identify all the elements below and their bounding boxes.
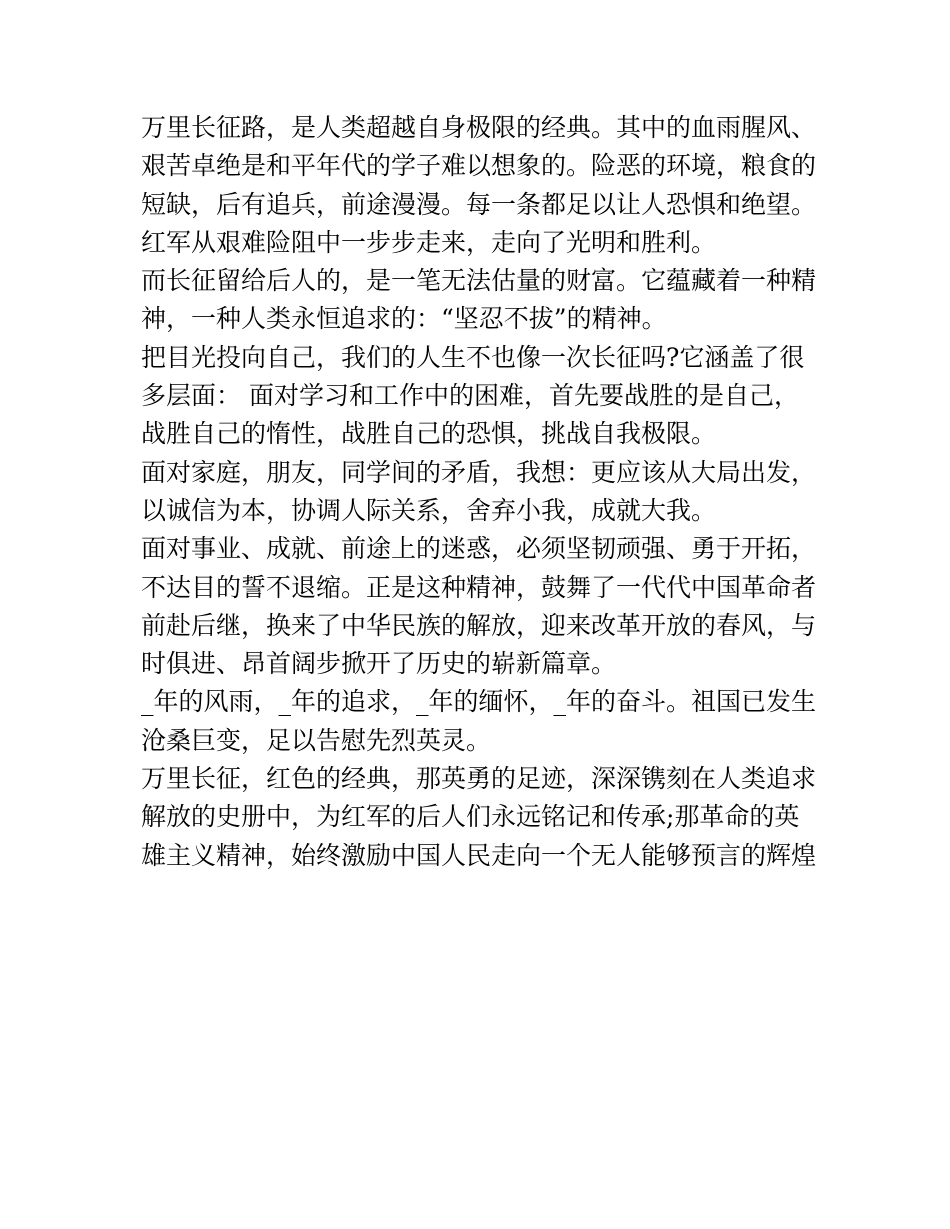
text-line: 解放的史册中，为红军的后人们永远铭记和传承;那革命的英: [141, 802, 800, 832]
text-line: 把目光投向自己，我们的人生不也像一次长征吗?它涵盖了很: [141, 342, 805, 372]
body-text: [141, 109, 821, 875]
text-line: 战胜自己的惰性，战胜自己的恐惧，挑战自我极限。: [141, 419, 717, 449]
text-line: 雄主义精神，始终激励中国人民走向一个无人能够预言的辉煌: [141, 840, 817, 870]
text-line: 面对家庭，朋友，同学间的矛盾，我想：更应该从大局出发，: [141, 457, 817, 487]
text-line: 多层面： 面对学习和工作中的困难，首先要战胜的是自己，: [141, 381, 799, 411]
text-line: 而长征留给后人的，是一笔无法估量的财富。它蕴藏着一种精: [141, 266, 817, 296]
text-line: 沧桑巨变，足以告慰先烈英灵。: [141, 725, 492, 755]
text-line: _年的风雨，_年的追求，_年的缅怀，_年的奋斗。祖国已发生: [141, 687, 817, 717]
text-line: 红军从艰难险阻中一步步走来，走向了光明和胜利。: [141, 227, 717, 257]
text-line: 时俱进、昂首阔步掀开了历史的崭新篇章。: [141, 649, 617, 679]
text-line: 万里长征，红色的经典，那英勇的足迹，深深镌刻在人类追求: [141, 764, 817, 794]
text-line: 短缺，后有追兵，前途漫漫。每一条都足以让人恐惧和绝望。: [141, 189, 817, 219]
text-line: 以诚信为本，协调人际关系，舍弃小我，成就大我。: [141, 495, 717, 525]
text-line: 艰苦卓绝是和平年代的学子难以想象的。险恶的环境，粮食的: [141, 151, 817, 181]
text-line: 面对事业、成就、前途上的迷惑，必须坚韧顽强、勇于开拓，: [141, 534, 817, 564]
text-line: 神，一种人类永恒追求的：“坚忍不拔”的精神。: [141, 304, 667, 334]
text-line: 前赴后继，换来了中华民族的解放，迎来改革开放的春风，与: [141, 610, 817, 640]
text-line: 万里长征路，是人类超越自身极限的经典。其中的血雨腥风、: [141, 113, 817, 142]
text-line: 不达目的誓不退缩。正是这种精神，鼓舞了一代代中国革命者: [141, 572, 817, 602]
